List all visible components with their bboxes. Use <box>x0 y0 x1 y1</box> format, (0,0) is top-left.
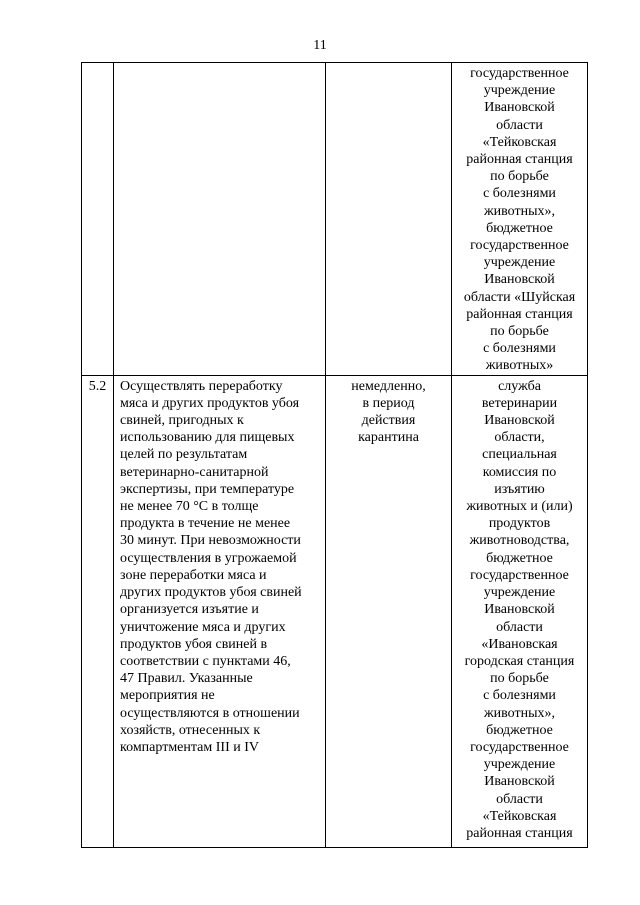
text-line: животных», <box>483 203 555 219</box>
text-line: области <box>496 619 543 635</box>
text-line: мяса и других продуктов убоя <box>120 395 300 411</box>
text-line: Ивановской <box>484 272 555 288</box>
text-line: мероприятия не <box>120 688 215 704</box>
responsible-text <box>452 65 587 375</box>
text-line: государственное <box>470 238 569 254</box>
text-line: «Ивановская <box>481 636 558 652</box>
action-text <box>120 378 319 756</box>
text-line: действия <box>361 413 416 429</box>
text-line: районная станция <box>466 152 573 168</box>
text-line: организуется изъятие и <box>120 602 259 618</box>
action-cell <box>114 63 326 376</box>
text-line: 47 Правил. Указанные <box>120 671 253 687</box>
text-line: государственное <box>470 567 569 583</box>
text-line: бюджетное <box>486 550 553 566</box>
term-text <box>326 378 451 447</box>
text-line: в период <box>362 395 415 411</box>
text-line: ветеринарии <box>481 395 558 411</box>
text-line: других продуктов убоя свиней <box>120 585 302 601</box>
text-line: животных и (или) <box>466 499 573 515</box>
text-line: Ивановской <box>484 602 555 618</box>
text-line: учреждение <box>483 585 556 601</box>
responsible-text <box>452 378 587 842</box>
text-line: с болезнями <box>483 186 556 202</box>
text-line: компартментам III и IV <box>120 739 260 755</box>
text-line: по борьбе <box>490 324 549 340</box>
text-line: «Тейковская <box>482 808 557 824</box>
text-line: продукта в течение не менее <box>120 516 291 532</box>
text-line: области «Шуйская <box>463 289 576 305</box>
text-line: районная станция <box>466 306 573 322</box>
text-line: учреждение <box>483 255 556 271</box>
text-line: уничтожение мяса и других <box>120 619 286 635</box>
text-line: Ивановской <box>484 100 555 116</box>
text-line: бюджетное <box>486 220 553 236</box>
page-number: 11 <box>313 38 327 53</box>
text-line: Ивановской <box>484 413 555 429</box>
row-number-cell <box>82 375 114 847</box>
text-line: Осуществлять переработку <box>120 378 283 394</box>
text-line: государственное <box>470 66 569 81</box>
text-line: животноводства, <box>469 533 570 549</box>
text-line: комиссия по <box>482 464 557 480</box>
table-row <box>82 63 588 376</box>
text-line: продуктов убоя свиней в <box>120 636 268 652</box>
text-line: зоне переработки мяса и <box>120 567 267 583</box>
text-line: «Тейковская <box>482 134 557 150</box>
text-line: осуществления в угрожаемой <box>120 550 297 566</box>
row-number-cell <box>82 63 114 376</box>
text-line: Ивановской <box>484 774 555 790</box>
text-line: целей по результатам <box>120 447 248 463</box>
text-line: животных», <box>483 705 555 721</box>
text-line: учреждение <box>483 83 556 99</box>
text-line: не менее 70 °С в толще <box>120 499 259 515</box>
text-line: области <box>496 791 543 807</box>
text-line: хозяйств, отнесенных к <box>120 722 261 738</box>
text-line: области, <box>494 430 545 446</box>
text-line: по борьбе <box>490 671 549 687</box>
text-line: учреждение <box>483 757 556 773</box>
measures-table <box>81 62 588 848</box>
text-line: специальная <box>482 447 557 463</box>
text-line: районная станция <box>466 825 573 841</box>
text-line: карантина <box>358 430 419 446</box>
text-line: свиней, пригодных к <box>120 413 244 429</box>
text-line: экспертизы, при температуре <box>120 481 295 497</box>
responsible-cell <box>452 63 588 376</box>
text-line: использованию для пищевых <box>120 430 295 446</box>
text-line: с болезнями <box>483 341 556 357</box>
action-cell <box>114 375 326 847</box>
text-line: области <box>496 117 543 133</box>
text-line: служба <box>498 378 541 394</box>
text-line: городская станция <box>464 653 575 669</box>
row-number: 5.2 <box>88 378 107 394</box>
text-line: изъятию <box>494 481 545 497</box>
text-line: с болезнями <box>483 688 556 704</box>
text-line: осуществляются в отношении <box>120 705 300 721</box>
text-line: по борьбе <box>490 169 549 185</box>
text-line: животных» <box>485 358 554 374</box>
table-row <box>82 375 588 847</box>
text-line: бюджетное <box>486 722 553 738</box>
term-cell <box>326 375 452 847</box>
text-line: ветеринарно-санитарной <box>120 464 269 480</box>
text-line: государственное <box>470 739 569 755</box>
responsible-cell <box>452 375 588 847</box>
term-cell <box>326 63 452 376</box>
text-line: соответствии с пунктами 46, <box>120 653 291 669</box>
text-line: немедленно, <box>351 378 426 394</box>
text-line: 30 минут. При невозможности <box>120 533 301 549</box>
text-line: продуктов <box>488 516 551 532</box>
